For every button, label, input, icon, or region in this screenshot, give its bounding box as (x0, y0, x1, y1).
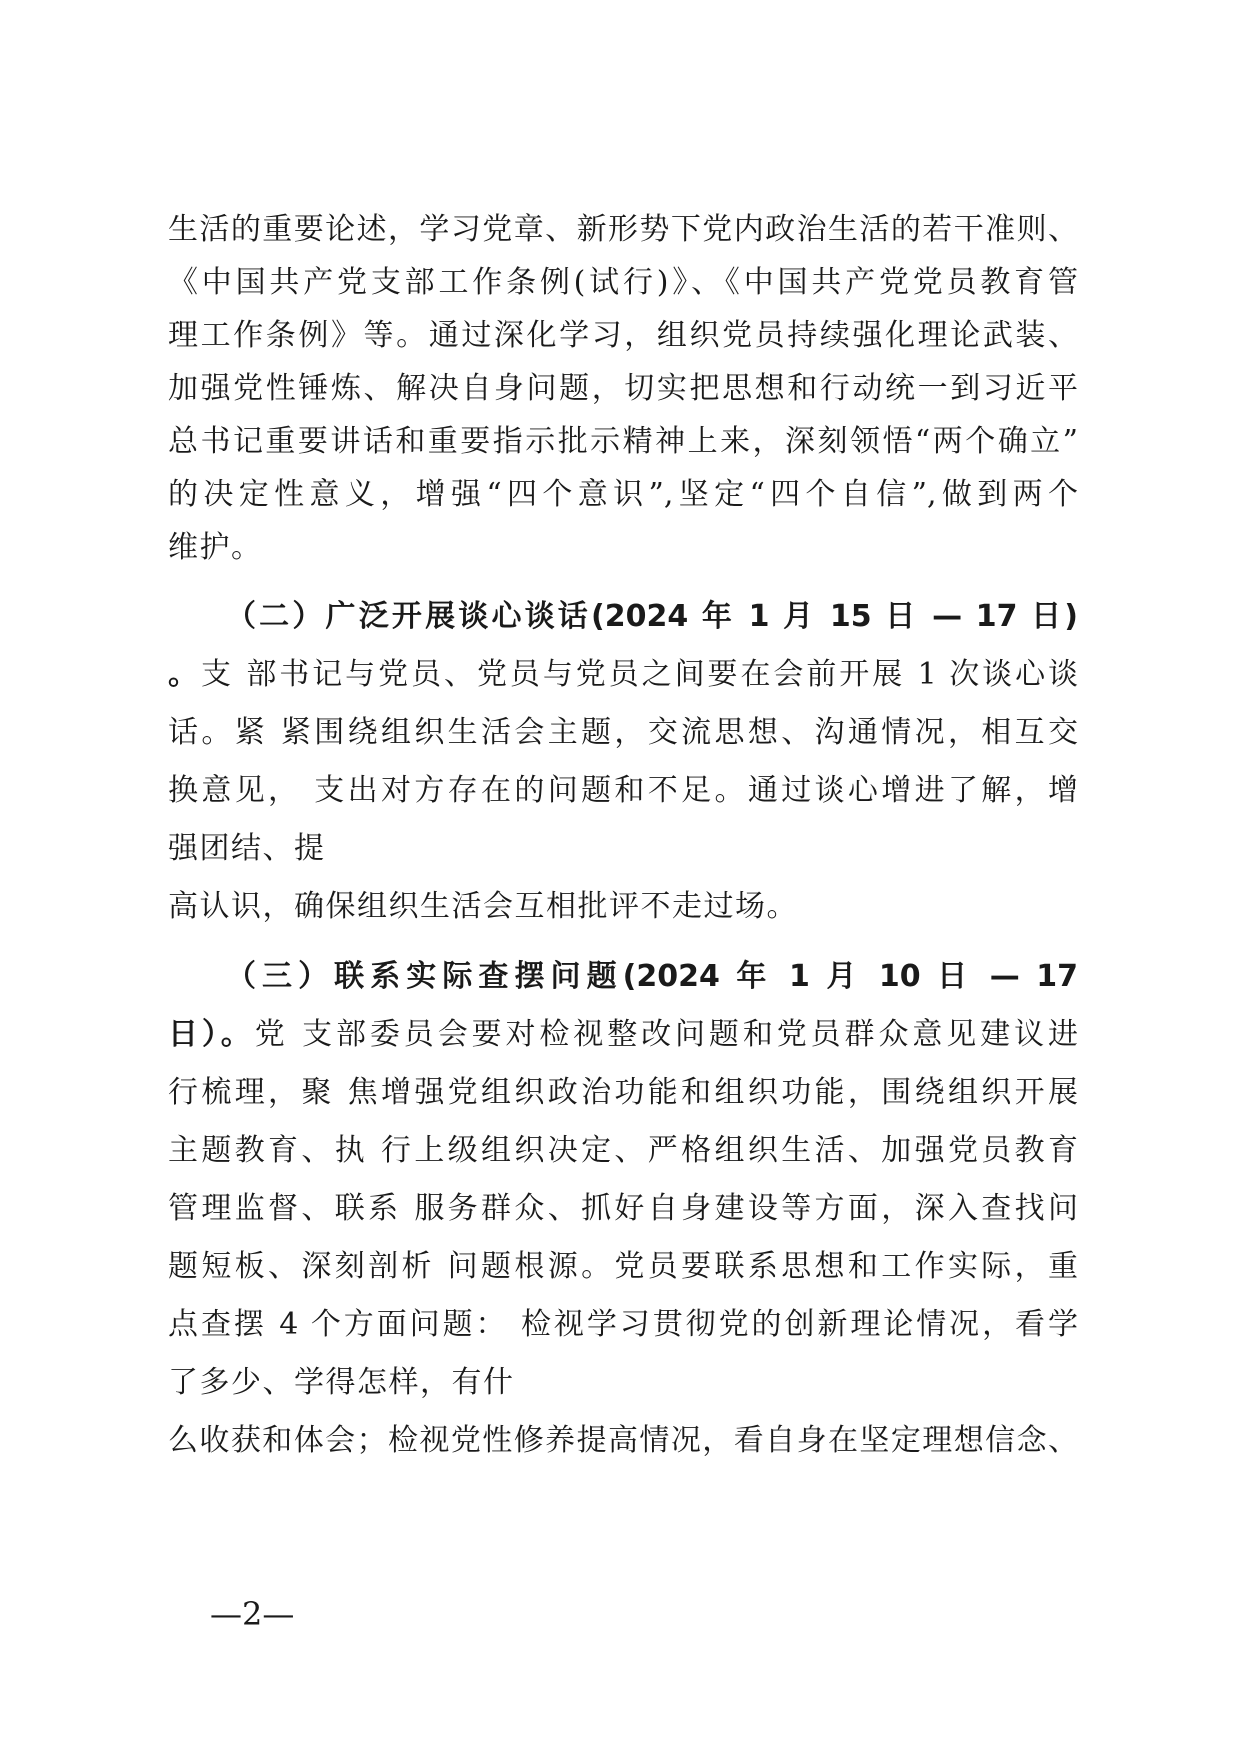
body-line: 强团结、提 (168, 831, 326, 866)
body-line: 行梳理，聚 焦增强党组织政治功能和组织功能，围绕组织开展 (168, 1075, 1078, 1110)
body-line: 理工作条例》等。通过深化学习，组织党员持续强化理论武装、 (168, 318, 1078, 353)
body-line: 生活的重要论述，学习党章、新形势下党内政治生活的若干准则、 (168, 212, 1078, 247)
body-line: 总书记重要讲话和重要指示批示精神上来，深刻领悟“两个确立” (168, 424, 1078, 459)
body-line: 话。紧 紧围绕组织生活会主题，交流思想、沟通情况，相互交 (168, 715, 1078, 750)
body-line: 题短板、深刻剖析 问题根源。党员要联系思想和工作实际，重 (168, 1249, 1078, 1284)
body-line: 么收获和体会；检视党性修养提高情况，看自身在坚定理想信念、 (168, 1423, 1078, 1458)
body-line (168, 1015, 1078, 1055)
heading-tail: 。 (168, 657, 201, 692)
body-line: 《中国共产党支部工作条例(试行)》、《中国共产党党员教育管 (168, 265, 1078, 300)
body-line: 管理监督、联系 服务群众、抓好自身建设等方面，深入查找问 (168, 1191, 1078, 1226)
body-text: 支 部书记与党员、党员与党员之间要在会前开展 1 次谈心谈 (200, 657, 1079, 692)
page-number: —2— (210, 1595, 295, 1633)
body-text: 党 支部委员会要对检视整改问题和党员群众意见建议进 (254, 1017, 1078, 1052)
body-line: 的决定性意义，增强“四个意识”,坚定“四个自信”,做到两个 (168, 477, 1078, 512)
body-line: 加强党性锤炼、解决自身问题，切实把思想和行动统一到习近平 (168, 371, 1078, 406)
heading-tail: 日）。 (168, 1017, 255, 1052)
body-line: 维护。 (168, 530, 263, 565)
section-heading: （二）广泛开展谈心谈话(2024 年 1 月 15 日 — 17 日) (226, 599, 1078, 634)
body-line: 点查摆 4 个方面问题： 检视学习贯彻党的创新理论情况，看学 (168, 1307, 1078, 1342)
body-line: 主题教育、执 行上级组织决定、严格组织生活、加强党员教育 (168, 1133, 1078, 1168)
body-line: 换意见， 支出对方存在的问题和不足。通过谈心增进了解，增 (168, 773, 1078, 808)
body-line: 了多少、学得怎样，有什 (168, 1365, 515, 1400)
section-heading: （三）联系实际查摆问题(2024 年 1 月 10 日 — 17 (226, 959, 1078, 994)
body-line: 高认识，确保组织生活会互相批评不走过场。 (168, 889, 798, 924)
body-line (168, 655, 1078, 695)
